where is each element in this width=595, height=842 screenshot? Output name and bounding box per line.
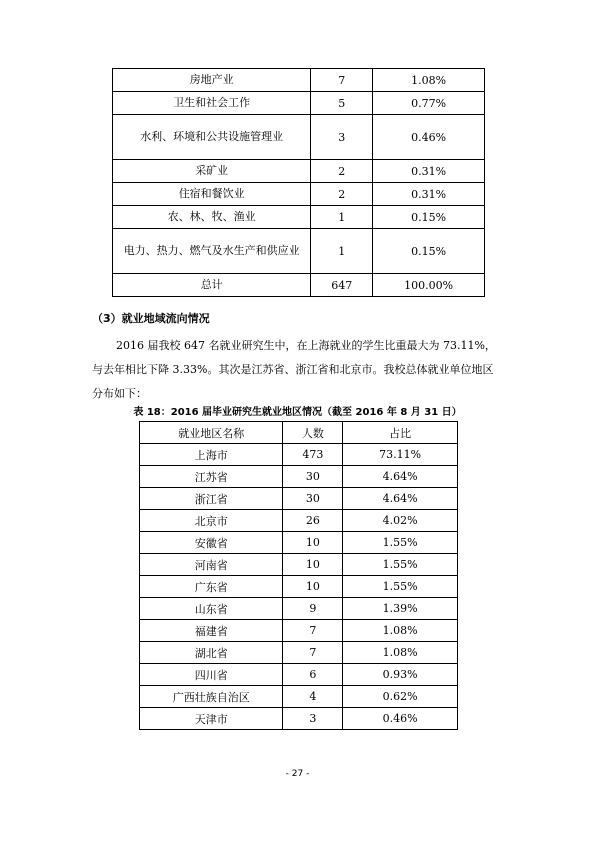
cell-name: 北京市 [140, 510, 283, 532]
cell-count: 6 [283, 664, 343, 686]
cell-name: 采矿业 [113, 160, 311, 183]
cell-count: 473 [283, 444, 343, 466]
cell-pct: 4.64% [343, 466, 458, 488]
section-heading: （3）就业地域流向情况 [92, 312, 210, 325]
cell-count: 5 [311, 92, 373, 115]
cell-pct: 100.00% [373, 274, 485, 297]
cell-count: 10 [283, 532, 343, 554]
table-row [140, 554, 458, 576]
cell-name: 四川省 [140, 664, 283, 686]
cell-name: 浙江省 [140, 488, 283, 510]
cell-pct: 0.62% [343, 686, 458, 708]
cell-pct: 0.15% [373, 206, 485, 229]
cell-name: 湖北省 [140, 642, 283, 664]
cell-count: 1 [311, 229, 373, 274]
table-row [140, 532, 458, 554]
body-paragraph: 2016 届我校 647 名就业研究生中，在上海就业的学生比重最大为 73.11%，与去年相比下降 3.33%。其次是江苏省、浙江省和北京市。我校总体就业单位地区分布如下： [92, 339, 496, 400]
table-row [113, 274, 485, 297]
cell-count: 1 [311, 206, 373, 229]
header-count: 人数 [283, 422, 343, 444]
cell-count: 30 [283, 488, 343, 510]
table-row [140, 576, 458, 598]
cell-name: 总计 [113, 274, 311, 297]
cell-count: 7 [283, 620, 343, 642]
cell-count: 3 [283, 708, 343, 730]
cell-count: 10 [283, 554, 343, 576]
table-row [113, 160, 485, 183]
table-row [113, 229, 485, 274]
cell-pct: 1.08% [343, 620, 458, 642]
cell-count: 2 [311, 160, 373, 183]
cell-pct: 0.93% [343, 664, 458, 686]
cell-pct: 4.02% [343, 510, 458, 532]
cell-pct: 0.31% [373, 183, 485, 206]
table-caption: 表 18：2016 届毕业研究生就业地区情况（截至 2016 年 8 月 31 日） [133, 407, 462, 418]
page-number: - 27 - [285, 769, 310, 779]
cell-pct: 0.46% [343, 708, 458, 730]
table-row [113, 92, 485, 115]
table-row [140, 510, 458, 532]
cell-pct: 1.55% [343, 576, 458, 598]
cell-name: 河南省 [140, 554, 283, 576]
cell-name: 上海市 [140, 444, 283, 466]
cell-count: 9 [283, 598, 343, 620]
cell-count: 7 [283, 642, 343, 664]
table-row [140, 598, 458, 620]
table-row [113, 206, 485, 229]
table-row [140, 708, 458, 730]
table-row [113, 69, 485, 92]
cell-pct: 0.46% [373, 115, 485, 160]
cell-name: 山东省 [140, 598, 283, 620]
cell-pct: 73.11% [343, 444, 458, 466]
table-row [140, 488, 458, 510]
cell-name: 福建省 [140, 620, 283, 642]
cell-name: 住宿和餐饮业 [113, 183, 311, 206]
cell-pct: 0.15% [373, 229, 485, 274]
cell-name: 农、林、牧、渔业 [113, 206, 311, 229]
cell-count: 30 [283, 466, 343, 488]
cell-pct: 4.64% [343, 488, 458, 510]
cell-pct: 0.31% [373, 160, 485, 183]
cell-count: 3 [311, 115, 373, 160]
cell-name: 江苏省 [140, 466, 283, 488]
cell-name: 电力、热力、燃气及水生产和供应业 [113, 229, 311, 274]
cell-name: 房地产业 [113, 69, 311, 92]
header-pct: 占比 [343, 422, 458, 444]
table-row [140, 664, 458, 686]
table-row [113, 183, 485, 206]
table-header-row [140, 422, 458, 444]
cell-count: 10 [283, 576, 343, 598]
cell-pct: 1.39% [343, 598, 458, 620]
cell-name: 广西壮族自治区 [140, 686, 283, 708]
table-row [140, 620, 458, 642]
cell-pct: 1.55% [343, 554, 458, 576]
cell-name: 水利、环境和公共设施管理业 [113, 115, 311, 160]
cell-pct: 1.55% [343, 532, 458, 554]
region-table [139, 421, 458, 730]
industry-table [112, 68, 485, 297]
table-row [140, 642, 458, 664]
cell-name: 广东省 [140, 576, 283, 598]
cell-count: 4 [283, 686, 343, 708]
table-row [140, 686, 458, 708]
cell-pct: 1.08% [373, 69, 485, 92]
cell-name: 天津市 [140, 708, 283, 730]
table-row [140, 444, 458, 466]
cell-pct: 0.77% [373, 92, 485, 115]
cell-count: 7 [311, 69, 373, 92]
cell-name: 安徽省 [140, 532, 283, 554]
cell-count: 26 [283, 510, 343, 532]
cell-count: 2 [311, 183, 373, 206]
cell-name: 卫生和社会工作 [113, 92, 311, 115]
header-region: 就业地区名称 [140, 422, 283, 444]
table-row [113, 115, 485, 160]
cell-count: 647 [311, 274, 373, 297]
table-row [140, 466, 458, 488]
cell-pct: 1.08% [343, 642, 458, 664]
